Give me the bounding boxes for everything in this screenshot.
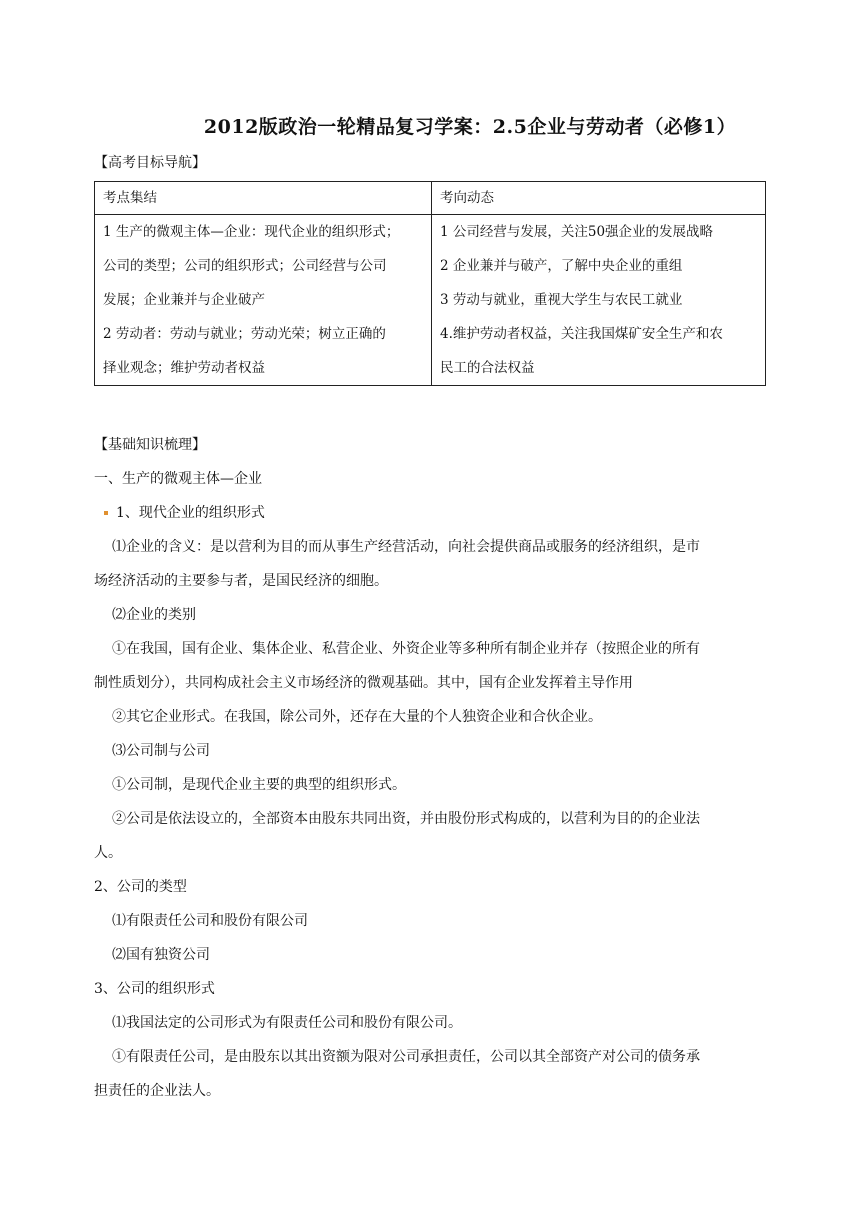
- paragraph-line: ②公司是依法设立的，全部资本由股东共同出资，并由股份形式构成的，以营利为目的的企业法: [112, 811, 700, 827]
- paragraph-line: 场经济活动的主要参与者，是国民经济的细胞。: [94, 573, 388, 589]
- paragraph-line: ⑴有限责任公司和股份有限公司: [112, 913, 308, 929]
- section-goal-heading: 【高考目标导航】: [94, 155, 206, 171]
- table-line: 发展；企业兼并与企业破产: [103, 292, 265, 308]
- goal-table-header-trends: 考向动态: [432, 182, 766, 215]
- heading-level2: 2、公司的类型: [94, 879, 187, 895]
- paragraph-line: 担责任的企业法人。: [94, 1083, 220, 1099]
- body-text: [94, 428, 766, 1108]
- document-title: 2012版政治一轮精品复习学案：2.5企业与劳动者（必修1）: [203, 116, 737, 138]
- section-basic-heading: 【基础知识梳理】: [94, 437, 206, 453]
- table-line: 择业观念；维护劳动者权益: [103, 360, 265, 376]
- goal-table-trends-cell: [432, 215, 766, 386]
- paragraph-line: ①公司制，是现代企业主要的典型的组织形式。: [112, 777, 406, 793]
- paragraph-line: ①在我国，国有企业、集体企业、私营企业、外资企业等多种所有制企业并存（按照企业的所有: [112, 641, 700, 657]
- table-line: 公司的类型；公司的组织形式；公司经营与公司: [103, 258, 387, 274]
- table-line: 4.维护劳动者权益，关注我国煤矿安全生产和农: [440, 326, 723, 342]
- goal-table: [94, 181, 766, 386]
- bullet-marker-icon: [104, 511, 108, 515]
- table-line: 2 企业兼并与破产，了解中央企业的重组: [440, 258, 683, 274]
- table-line: 民工的合法权益: [440, 360, 535, 376]
- paragraph-line: ⑴企业的含义：是以营利为目的而从事生产经营活动，向社会提供商品或服务的经济组织，是市: [112, 539, 700, 555]
- paragraph-line: ⑴我国法定的公司形式为有限责任公司和股份有限公司。: [112, 1015, 462, 1031]
- paragraph-line: ②其它企业形式。在我国，除公司外，还存在大量的个人独资企业和合伙企业。: [112, 709, 602, 725]
- table-line: 2 劳动者：劳动与就业；劳动光荣；树立正确的: [103, 326, 386, 342]
- goal-table-points-cell: [95, 215, 432, 386]
- table-line: 1 生产的微观主体—企业：现代企业的组织形式；: [103, 224, 400, 240]
- heading-level2: [94, 496, 766, 530]
- paragraph-line: ⑵企业的类别: [112, 607, 196, 623]
- table-line: 3 劳动与就业，重视大学生与农民工就业: [440, 292, 683, 308]
- table-line: 1 公司经营与发展，关注50强企业的发展战略: [440, 224, 714, 240]
- heading-level1: 一、生产的微观主体—企业: [94, 471, 262, 487]
- goal-table-header-points: 考点集结: [95, 182, 432, 215]
- paragraph-line: 制性质划分），共同构成社会主义市场经济的微观基础。其中，国有企业发挥着主导作用: [94, 675, 633, 691]
- paragraph-line: ①有限责任公司，是由股东以其出资额为限对公司承担责任，公司以其全部资产对公司的债务承: [112, 1049, 700, 1065]
- paragraph-line: ⑵国有独资公司: [112, 947, 210, 963]
- heading-level2: 3、公司的组织形式: [94, 981, 215, 997]
- paragraph-line: 人。: [94, 845, 122, 861]
- goal-table-body-row: [95, 215, 766, 386]
- heading-text: 1、现代企业的组织形式: [116, 505, 265, 521]
- goal-table-header-row: [95, 182, 766, 215]
- paragraph-line: ⑶公司制与公司: [112, 743, 210, 759]
